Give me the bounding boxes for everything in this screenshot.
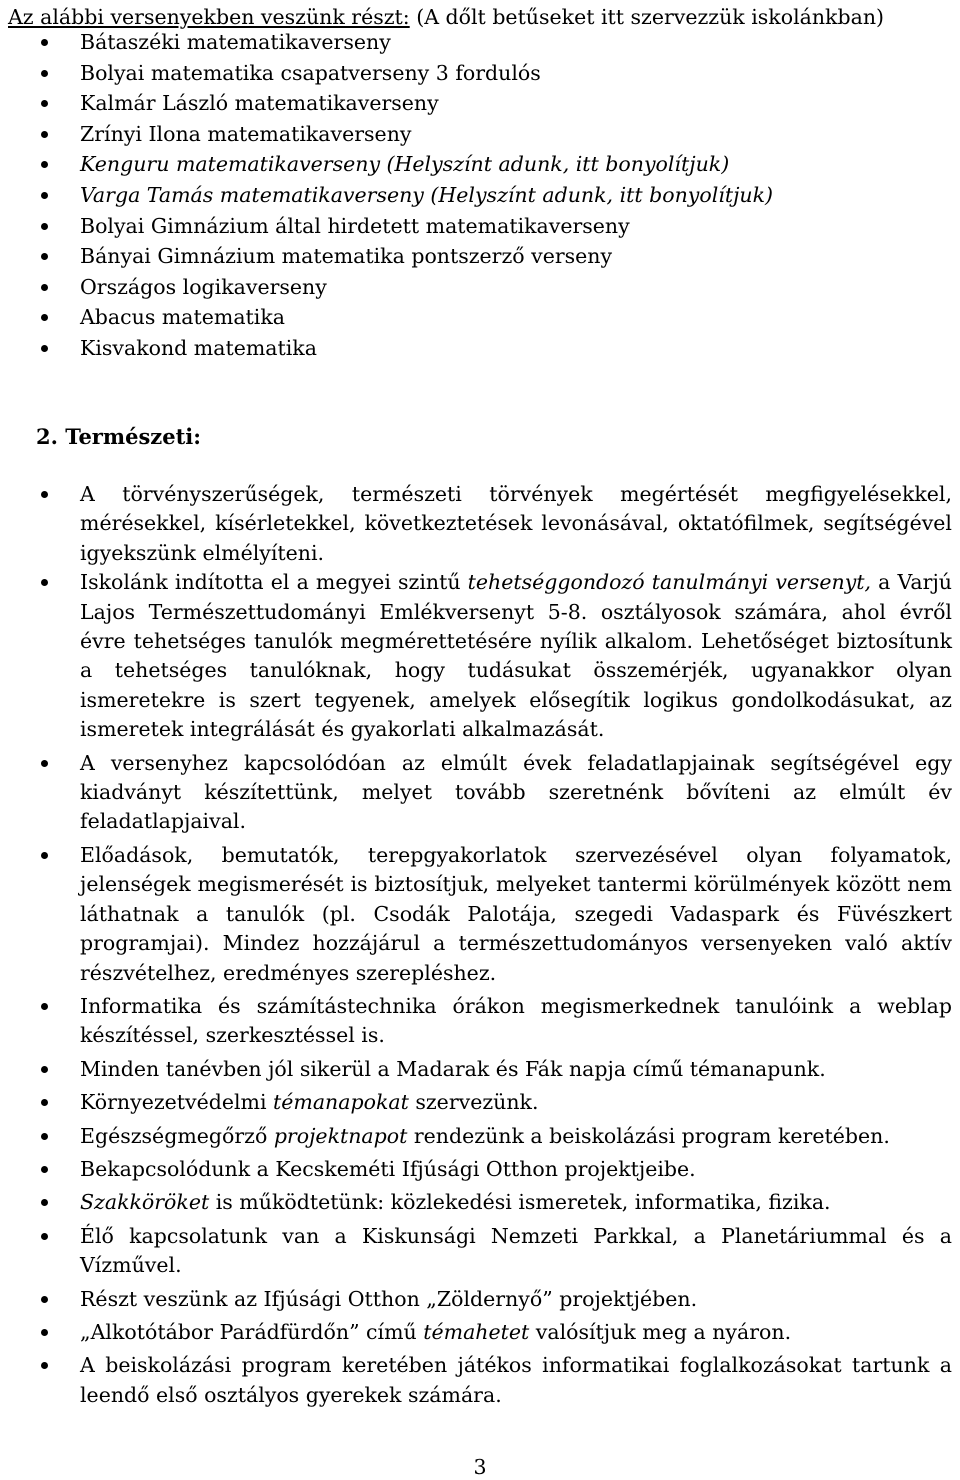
bullet-icon — [41, 1099, 48, 1106]
bullet-icon — [41, 579, 48, 586]
list-item — [0, 1222, 952, 1281]
list-item-text: témanapokat — [273, 1090, 409, 1115]
bullet-icon — [41, 223, 48, 230]
list-item — [0, 149, 960, 180]
bullet-icon — [41, 1003, 48, 1010]
list-item-text: Részt veszünk az Ifjúsági Otthon „Zöldernyő” projektjében. — [80, 1286, 698, 1311]
list-item-text: Informatika és számítástechnika órákon megismerkednek tanulóink a weblap készítéssel, szerkesztéssel is. — [80, 993, 952, 1048]
list-item-text: szervezünk. — [408, 1090, 539, 1115]
section-heading: 2. Természeti: — [36, 424, 201, 449]
list-item — [0, 1155, 952, 1184]
bullet-icon — [41, 314, 48, 321]
list-item-text: Élő kapcsolatunk van a Kiskunsági Nemzeti Parkkal, a Planetáriummal és a Vízművel. — [80, 1223, 952, 1278]
list-item — [0, 1285, 952, 1314]
bullet-icon — [41, 1233, 48, 1240]
bullet-icon — [41, 345, 48, 352]
bullet-icon — [41, 131, 48, 138]
bullet-icon — [41, 1296, 48, 1303]
list-item — [0, 1318, 952, 1347]
intro-note: (A dőlt betűseket itt szervezzük iskolánkban) — [409, 5, 885, 29]
list-item — [0, 1351, 952, 1410]
list-item — [0, 180, 960, 211]
bullet-icon — [41, 1133, 48, 1140]
list-item-text: Iskolánk indította el a megyei szintű — [80, 570, 468, 595]
intro-underlined: Az alábbi versenyekben veszünk részt: — [8, 5, 410, 29]
list-item-text: Egészségmegőrző — [80, 1123, 274, 1148]
list-item-text: Kenguru matematikaverseny (Helyszínt adunk, itt bonyolítjuk) — [80, 152, 730, 177]
bullet-icon — [41, 192, 48, 199]
list-item — [0, 119, 960, 150]
list-item-text: Abacus matematika — [80, 305, 285, 330]
list-item — [0, 333, 960, 364]
bullet-icon — [41, 100, 48, 107]
bullet-icon — [41, 491, 48, 498]
nature-list — [0, 480, 960, 1410]
list-item-text: Bolyai Gimnázium által hirdetett matematikaverseny — [80, 213, 630, 238]
competition-list — [0, 27, 960, 364]
bullet-icon — [41, 39, 48, 46]
list-item — [0, 241, 960, 272]
list-item — [0, 211, 960, 242]
list-item — [0, 992, 952, 1051]
bullet-icon — [41, 1329, 48, 1336]
list-item-text: valósítjuk meg a nyáron. — [529, 1319, 792, 1344]
bullet-icon — [41, 1166, 48, 1173]
bullet-icon — [41, 161, 48, 168]
bullet-icon — [41, 253, 48, 260]
list-item-text: projektnapot — [273, 1123, 408, 1148]
list-item-text: Kalmár László matematikaverseny — [80, 91, 439, 116]
list-item-text: Bátaszéki matematikaverseny — [80, 30, 391, 54]
list-item-text: A beiskolázási program keretében játékos informatikai foglalkozásokat tartunk a leendő első osztályos gyerekek számára. — [80, 1353, 952, 1407]
list-item — [0, 1188, 952, 1217]
list-item-text: Bolyai matematika csapatverseny 3 fordulós — [80, 60, 541, 85]
list-item — [0, 27, 960, 58]
bullet-icon — [41, 760, 48, 767]
list-item-text: Bekapcsolódunk a Kecskeméti Ifjúsági Otthon projektjeibe. — [80, 1156, 696, 1181]
list-item-text: a Varjú Lajos Természettudományi Emlékversenyt 5-8. osztályosok számára, ahol évről évre tehetséges tanulók megmérettetésére nyílik alkalom. Lehetőséget biztosítunk a tehetséges tanulóknak, hogy tudásukat összemérjék, ugyanakkor olyan ismeretekre is szert tegyenek, amelyek elősegítik logikus gondolkodásukat, az ismeretek integrálását és gyakorlati alkalmazását. — [80, 570, 953, 742]
bullet-icon — [41, 70, 48, 77]
list-item-text: A törvényszerűségek, természeti törvények megértését megfigyelésekkel, mérésekkel, kísérletekkel, következtetések levonásával, oktatófilmek, segítségével igyekszünk elmélyíteni. — [80, 482, 952, 565]
bullet-icon — [41, 852, 48, 859]
list-item — [0, 1055, 952, 1084]
bullet-icon — [41, 1362, 48, 1369]
list-item — [0, 480, 952, 568]
list-item-text: Szakköröket — [80, 1190, 210, 1215]
list-item-text: Zrínyi Ilona matematikaverseny — [80, 121, 412, 146]
list-item — [0, 568, 952, 744]
list-item-text: Minden tanévben jól sikerül a Madarak és Fák napja című témanapunk. — [80, 1056, 826, 1081]
list-item-text: Bányai Gimnázium matematika pontszerző verseny — [80, 244, 613, 269]
list-item — [0, 272, 960, 303]
list-item — [0, 58, 960, 89]
list-item — [0, 1088, 952, 1117]
page-number: 3 — [473, 1455, 487, 1479]
list-item-text: Kisvakond matematika — [80, 335, 317, 360]
list-item-text: Országos logikaverseny — [80, 274, 327, 299]
bullet-icon — [41, 1199, 48, 1206]
list-item-text: Varga Tamás matematikaverseny (Helyszínt adunk, itt bonyolítjuk) — [80, 182, 774, 207]
bullet-icon — [41, 284, 48, 291]
list-item — [0, 749, 952, 837]
list-item-text: Környezetvédelmi — [80, 1090, 274, 1115]
list-item-text: Előadások, bemutatók, terepgyakorlatok szervezésével olyan folyamatok, jelenségek megismerését is biztosítjuk, melyeket tantermi körülmények között nem láthatnak a tanulók (pl. Csodák Palotája, szegedi Vadaspark és Füvészkert programjai). Mindez hozzájárul a természettudományos versenyeken való aktív részvételhez, eredményes szerepléshez. — [80, 842, 952, 985]
list-item-text: témahetet — [423, 1319, 530, 1344]
list-item-text: is működtetünk: közlekedési ismeretek, informatika, fizika. — [209, 1190, 831, 1215]
list-item — [0, 1122, 952, 1151]
list-item — [0, 88, 960, 119]
list-item — [0, 302, 960, 333]
list-item-text: rendezünk a beiskolázási program keretében. — [407, 1123, 890, 1148]
list-item-text: „Alkotótábor Parádfürdőn” című — [80, 1319, 424, 1344]
bullet-icon — [41, 1066, 48, 1073]
list-item — [0, 841, 952, 988]
list-item-text: tehetséggondozó tanulmányi versenyt, — [467, 570, 872, 595]
list-item-text: A versenyhez kapcsolódóan az elmúlt évek feladatlapjainak segítségével egy kiadványt készítettünk, melyet tovább szeretnénk bővíteni az elmúlt év feladatlapjaival. — [80, 750, 952, 834]
